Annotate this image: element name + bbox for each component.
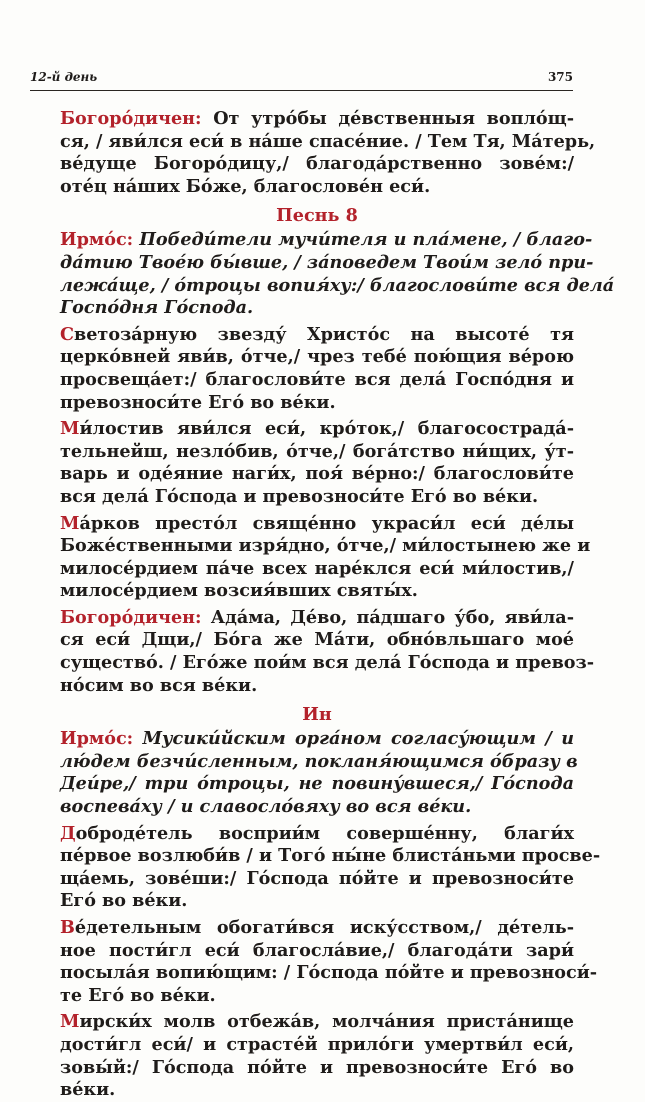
troparion-4: [60, 822, 601, 913]
running-header: [30, 68, 573, 91]
text-line: Его́ во ве́ки.: [60, 890, 188, 912]
text-line: пе́рвое возлюби́в / и Того́ ны́не блиста́ньми просве-: [60, 845, 601, 867]
text-line: существо́. / Его́же пои́м вся дела́ Го́спода и превоз-: [60, 652, 595, 674]
troparion-6: [60, 1011, 574, 1101]
bogorodichen-1: [60, 108, 596, 198]
text-line: варь и оде́яние наги́х, поя́ ве́рно:/ благослови́те: [60, 463, 574, 485]
text-line: ное пости́гл еси́ благосла́вие,/ благода́ти зари́: [60, 939, 574, 961]
text-line: зовы́й:/ Го́спода по́йте и превозноси́те Его́ во: [60, 1056, 574, 1078]
text-line: Ве́детельным обогати́вся иску́сством,/ де́тель-: [60, 917, 574, 938]
text-line: Деи́ре,/ три о́троцы, не повину́вшеся,/ Го́спода: [60, 773, 574, 795]
text-line: ся, / яви́лся еси́ в на́ше спасе́ние. / Тем Тя, Ма́терь,: [60, 130, 596, 152]
bogorodichen-2: [60, 606, 595, 697]
in-title: Ин: [302, 704, 332, 726]
text-line: ве́дуще Богоро́дицу,/ благода́рственно зове́м:/: [60, 153, 574, 175]
text-line: дости́гл еси́/ и страсте́й прило́ги умертви́л еси́,: [60, 1033, 574, 1055]
text-line: вся дела́ Го́спода и превозноси́те Его́ во ве́ки.: [60, 485, 539, 507]
text-line: просвеща́ет:/ благослови́те вся дела́ Госпо́дня и: [60, 368, 574, 390]
day-title: 12-й день: [30, 70, 98, 84]
text-line: те Его́ во ве́ки.: [60, 984, 216, 1006]
text-line: Богоро́дичен: От утро́бы де́вственныя вопло́щ-: [60, 108, 574, 129]
text-line: Боже́ственными изря́дно, о́тче,/ ми́лостынею же и: [60, 535, 591, 557]
text-line: превозноси́те Его́ во ве́ки.: [60, 391, 336, 413]
text-line: Мирски́х молв отбежа́в, молча́ния приста́нище: [60, 1011, 574, 1033]
text-line: оте́ц на́ших Бо́же, благослове́н еси́.: [60, 175, 431, 197]
text-line: воспева́ху / и славосло́вяху во вся ве́ки.: [60, 796, 472, 818]
text-line: посыла́я вопию́щим: / Го́спода по́йте и превозноси́-: [60, 962, 598, 984]
text-line: Светоза́рную звезду́ Христо́с на высоте́ тя: [60, 323, 574, 345]
text-line: милосе́рдием возсия́вших святы́х.: [60, 580, 418, 602]
irmos-2: [60, 728, 578, 818]
text-line: Богоро́дичен: Ада́ма, Де́во, па́дшаго у́бо, яви́ла-: [60, 606, 574, 628]
page-number: 375: [547, 70, 573, 84]
troparion-3: [60, 512, 591, 603]
troparion-5: [60, 917, 598, 1007]
text-line: ся еси́ Дщи,/ Бо́га же Ма́ти, обно́вльшаго мое́: [60, 629, 574, 651]
text-line: Доброде́тель восприи́м соверше́нну, благи́х: [60, 822, 574, 844]
text-line: но́сим во вся ве́ки.: [60, 674, 258, 696]
text-line: церко́вней яви́в, о́тче,/ чрез тебе́ пою́щия ве́рою: [60, 346, 574, 368]
text-line: Ирмо́с: Победи́тели мучи́теля и пла́мене, / благо-: [60, 229, 593, 251]
irmos-1: [60, 229, 615, 319]
text-line: Госпо́дня Го́спода.: [60, 297, 254, 319]
text-line: да́тию Твое́ю бы́вше, / за́поведем Твои́м зело́ при-: [60, 251, 594, 273]
song-8-title: Песнь 8: [276, 205, 358, 227]
troparion-2: [60, 418, 574, 508]
text-line: ща́емь, зове́ши:/ Го́спода по́йте и превозноси́те: [60, 867, 574, 889]
liturgical-text: [60, 108, 615, 1102]
text-line: лю́дем безчи́сленным, покланя́ющимся о́бразу в: [60, 750, 578, 772]
text-line: ве́ки.: [60, 1079, 116, 1101]
text-line: Ми́лостив яви́лся еси́, кро́ток,/ благосострада́-: [60, 418, 574, 440]
text-line: Ирмо́с: Мусики́йским орга́ном согласу́ющим / и: [60, 728, 574, 750]
text-line: тельнейш, незло́бив, о́тче,/ бога́тство ни́щих, у́т-: [60, 440, 574, 462]
text-line: Ма́рков престо́л свяще́нно украси́л еси́ де́лы: [60, 512, 574, 534]
text-line: лежа́ще, / о́троцы вопия́ху:/ благослови́те вся дела́: [60, 274, 615, 296]
text-line: милосе́рдием па́че всех наре́клся еси́ ми́лостив,/: [60, 557, 574, 579]
troparion-1: [60, 324, 574, 414]
